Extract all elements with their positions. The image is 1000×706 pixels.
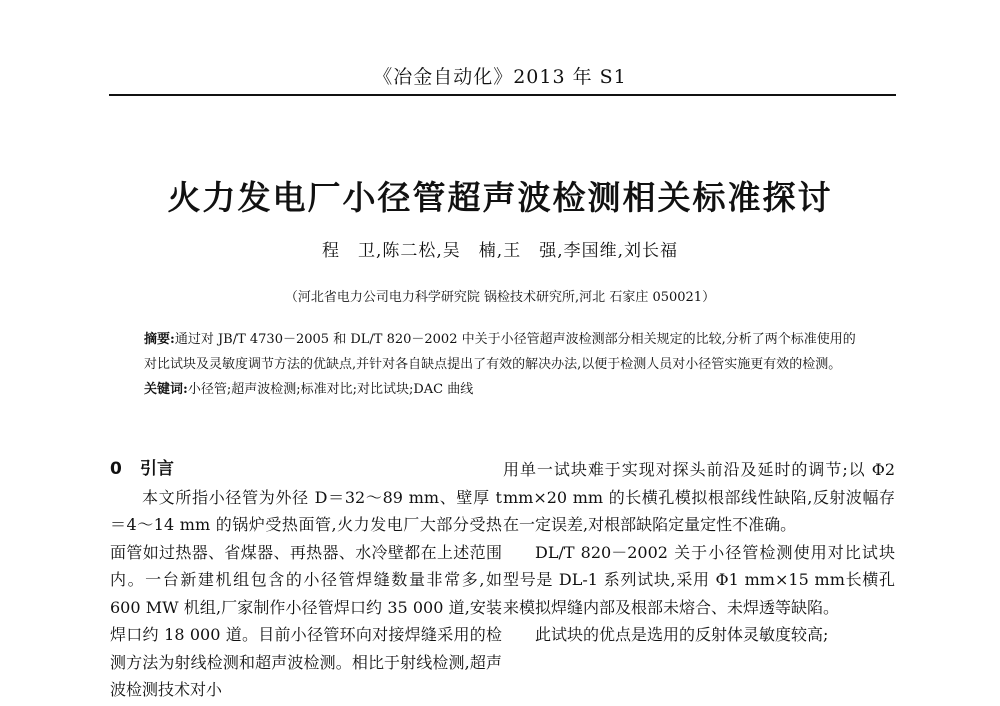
abstract-block — [144, 327, 859, 402]
paragraph: 用单一试块难于实现对探头前沿及延时的调节;以 Φ2 mm×20 mm 的长横孔模拟根部线性缺陷,反射波幅存在一定误差,对根部缺陷定量定性不准确。 — [503, 460, 895, 534]
abstract-label: 摘要: — [144, 332, 175, 347]
paragraph: 此试块的优点是选用的反射体灵敏度较高; — [535, 625, 829, 644]
header-rule — [109, 94, 896, 96]
keywords-text: 小径管;超声波检测;标准对比;对比试块;DAC 曲线 — [187, 382, 474, 397]
paragraph: DL/T 820－2002 关于小径管检测使用对比试块型号是 DL-1 系列试块,采用 Φ1 mm×15 mm长横孔来模拟焊缝内部及根部未熔合、未焊透等缺陷。 — [503, 542, 895, 617]
section-number: 0 — [110, 459, 122, 479]
section-heading — [110, 456, 502, 484]
left-column — [110, 456, 502, 704]
right-column — [503, 456, 895, 649]
article-title: 火力发电厂小径管超声波检测相关标准探讨 — [167, 178, 833, 217]
running-head: 《冶金自动化》2013 年 S1 — [373, 66, 627, 88]
paragraph: 本文所指小径管为外径 D＝32～89 mm、壁厚 t＝4～14 mm 的锅炉受热面管,火力发电厂大部分受热面管如过热器、省煤器、再热器、水冷壁都在上述范围内。一台新建机组包含的小径管焊缝数量非常多,如 600 MW 机组,厂家制作小径管焊口约 35 000 道,安装焊口约 18 000 道。目前小径管环向对接焊缝采用的检测方法为射线检测和超声波检测。相比于射线检测,超声波检测技术对小 — [110, 487, 502, 699]
keywords — [144, 377, 859, 402]
abstract — [144, 327, 859, 377]
abstract-text: 通过对 JB/T 4730－2005 和 DL/T 820－2002 中关于小径管超声波检测部分相关规定的比较,分析了两个标准使用的对比试块及灵敏度调节方法的优缺点,并针对各自缺点提出了有效的解决办法,以便于检测人员对小径管实施更有效的检测。 — [144, 332, 856, 372]
keywords-label: 关键词: — [144, 382, 188, 397]
affiliation: （河北省电力公司电力科学研究院 锅检技术研究所,河北 石家庄 050021） — [284, 290, 716, 305]
section-title: 引言 — [140, 459, 174, 479]
author-list: 程 卫,陈二松,吴 楠,王 强,李国维,刘长福 — [321, 241, 679, 261]
